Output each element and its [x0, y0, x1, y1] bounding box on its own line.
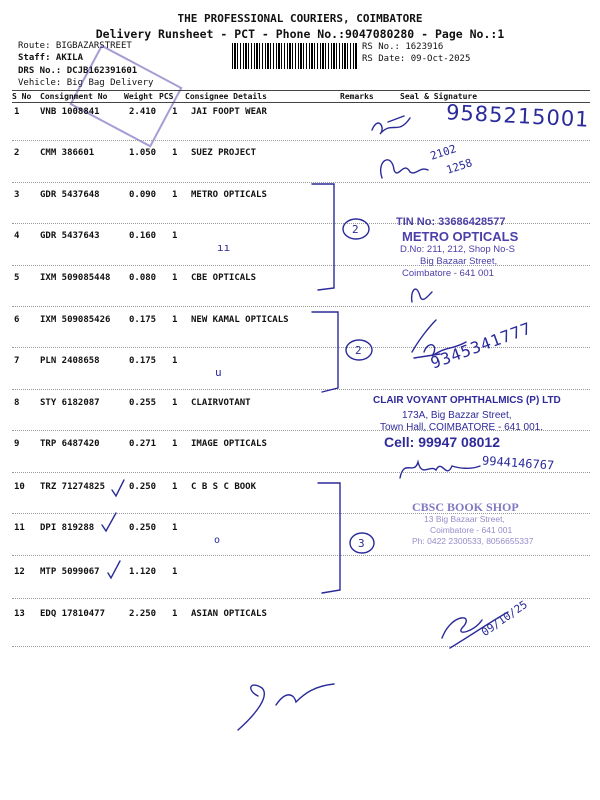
col-seal-signature: Seal & Signature — [400, 92, 478, 101]
row-sno: 12 — [14, 567, 25, 577]
row-weight: 2.250 — [129, 609, 157, 619]
row-weight: 0.250 — [129, 482, 157, 492]
row-pcs: 1 — [172, 439, 178, 449]
row-pcs: 1 — [172, 609, 178, 619]
row-weight: 1.120 — [129, 567, 157, 577]
handwritten-date-row13: 09/10/25 — [479, 597, 530, 640]
row-pcs: 1 — [172, 273, 178, 283]
row-sno: 9 — [14, 439, 20, 449]
row-sno: 4 — [14, 231, 20, 241]
stamp-line: Town Hall, COIMBATORE - 641 001. — [380, 422, 544, 433]
company-title: THE PROFESSIONAL COURIERS, COIMBATORE — [177, 12, 423, 25]
handwritten-phone-row6: 9345341777 — [427, 318, 535, 373]
row-weight: 0.175 — [129, 315, 157, 325]
handwritten-note-row2b: 1258 — [444, 156, 474, 177]
rs-date: RS Date: 09-Oct-2025 — [362, 54, 471, 64]
check-icon — [102, 513, 116, 531]
route: Route: BIGBAZARSTREET — [18, 41, 132, 51]
stamp-line: Coimbatore - 641 001 — [402, 268, 494, 279]
row-consignment: MTP 5099067 — [40, 567, 100, 577]
row-pcs: 1 — [172, 482, 178, 492]
row-consignee: ASIAN OPTICALS — [191, 609, 267, 619]
row-consignment: DPI 819288 — [40, 523, 95, 533]
signature-row2 — [381, 160, 428, 178]
staff: Staff: AKILA — [18, 53, 84, 63]
signature-row9 — [400, 462, 480, 478]
row-sno: 3 — [14, 190, 20, 200]
row-consignment: GDR 5437648 — [40, 190, 100, 200]
row-pcs: 1 — [172, 190, 178, 200]
row-consignee: NEW KAMAL OPTICALS — [191, 315, 289, 325]
row-weight: 0.080 — [129, 273, 157, 283]
row-consignment: IXM 509085426 — [40, 315, 111, 325]
row-consignee: SUEZ PROJECT — [191, 148, 257, 158]
row-consignment: TRP 6487420 — [40, 439, 100, 449]
col-consignment: Consignment No — [40, 92, 108, 101]
stamp-name: CLAIR VOYANT OPHTHALMICS (P) LTD — [373, 395, 561, 406]
row-consignment: PLN 2408658 — [40, 356, 100, 366]
row-pcs: 1 — [172, 231, 178, 241]
stamp-line: 13 Big Bazaar Street, — [424, 514, 505, 524]
bracket-1 — [312, 184, 334, 290]
stamp-line: Coimbatore - 641 001 — [430, 525, 513, 535]
row-pcs: 1 — [172, 107, 178, 117]
stamp-line: 173A, Big Bazzar Street, — [402, 410, 512, 421]
handwritten-mark: u — [215, 366, 222, 379]
row-pcs: 1 — [172, 315, 178, 325]
col-remarks: Remarks — [340, 92, 374, 101]
bracket-2 — [312, 312, 338, 392]
handwritten-mark: ıı — [217, 241, 231, 254]
row-sno: 10 — [14, 482, 25, 492]
handwritten-note-row2a: 2102 — [428, 142, 458, 163]
col-weight: Weight — [124, 92, 153, 101]
circle-label-3: 3 — [358, 537, 365, 550]
row-consignment: TRZ 71274825 — [40, 482, 106, 492]
row-consignment: CMM 386601 — [40, 148, 95, 158]
row-sno: 6 — [14, 315, 20, 325]
stamp-name: METRO OPTICALS — [402, 229, 519, 244]
runsheet-subtitle: Delivery Runsheet - PCT - Phone No.:9047080280 - Page No.:1 — [95, 27, 505, 41]
col-sno: S No — [12, 92, 32, 101]
stamp-tin: TIN No: 33686428577 — [396, 216, 506, 228]
row-weight: 0.175 — [129, 356, 157, 366]
row-pcs: 1 — [172, 356, 178, 366]
signature-bottom — [238, 684, 334, 730]
col-pcs: PCS — [159, 92, 174, 101]
bracket-3 — [318, 483, 340, 593]
row-pcs: 1 — [172, 398, 178, 408]
row-consignee: IMAGE OPTICALS — [191, 439, 267, 449]
handwritten-phone-row1: 9585215001 — [445, 100, 591, 132]
row-weight: 0.250 — [129, 523, 157, 533]
row-weight: 0.160 — [129, 231, 157, 241]
stamp-line: D.No: 211, 212, Shop No-S — [400, 244, 515, 255]
row-pcs: 1 — [172, 148, 178, 158]
circle-label-2: 2 — [355, 344, 362, 357]
row-weight: 0.090 — [129, 190, 157, 200]
row-pcs: 1 — [172, 523, 178, 533]
row-consignee: CLAIRVOTANT — [191, 398, 251, 408]
row-weight: 2.410 — [129, 107, 157, 117]
handwritten-mark: o — [214, 535, 221, 546]
row-sno: 7 — [14, 356, 20, 366]
row-sno: 1 — [14, 107, 20, 117]
stamp-phone: Ph: 0422 2300533, 8056655337 — [412, 536, 534, 546]
stamp-line: Big Bazaar Street, — [420, 256, 498, 267]
row-consignment: IXM 509085448 — [40, 273, 111, 283]
drs-number: DRS No.: DCJB162391601 — [18, 66, 138, 76]
row-consignee: JAI FOOPT WEAR — [191, 107, 267, 117]
row-weight: 1.050 — [129, 148, 157, 158]
row-consignment: GDR 5437643 — [40, 231, 100, 241]
row-consignee: C B S C BOOK — [191, 482, 257, 492]
row-consignment: EDQ 17810477 — [40, 609, 106, 619]
row-pcs: 1 — [172, 567, 178, 577]
row-sno: 11 — [14, 523, 25, 533]
signature-row1 — [372, 116, 410, 134]
row-sno: 2 — [14, 148, 20, 158]
rs-number: RS No.: 1623916 — [362, 42, 444, 52]
row-sno: 5 — [14, 273, 20, 283]
handwritten-phone-row9: 9944146767 — [481, 453, 555, 473]
signature-row5 — [412, 289, 432, 302]
stamp-cell: Cell: 99947 08012 — [384, 434, 500, 450]
vehicle: Vehicle: Big Bag Delivery — [18, 78, 154, 88]
row-consignee: METRO OPTICALS — [191, 190, 267, 200]
row-consignment: VNB 1008841 — [40, 107, 100, 117]
row-sno: 8 — [14, 398, 20, 408]
circle-label-1: 2 — [352, 223, 359, 236]
col-consignee: Consignee Details — [185, 92, 267, 101]
row-consignee: CBE OPTICALS — [191, 273, 257, 283]
check-icon — [112, 480, 124, 496]
row-sno: 13 — [14, 609, 25, 619]
stamp-name: CBSC BOOK SHOP — [412, 500, 519, 514]
row-weight: 0.255 — [129, 398, 157, 408]
row-weight: 0.271 — [129, 439, 157, 449]
check-icon — [108, 561, 120, 578]
row-consignment: STY 6182087 — [40, 398, 100, 408]
